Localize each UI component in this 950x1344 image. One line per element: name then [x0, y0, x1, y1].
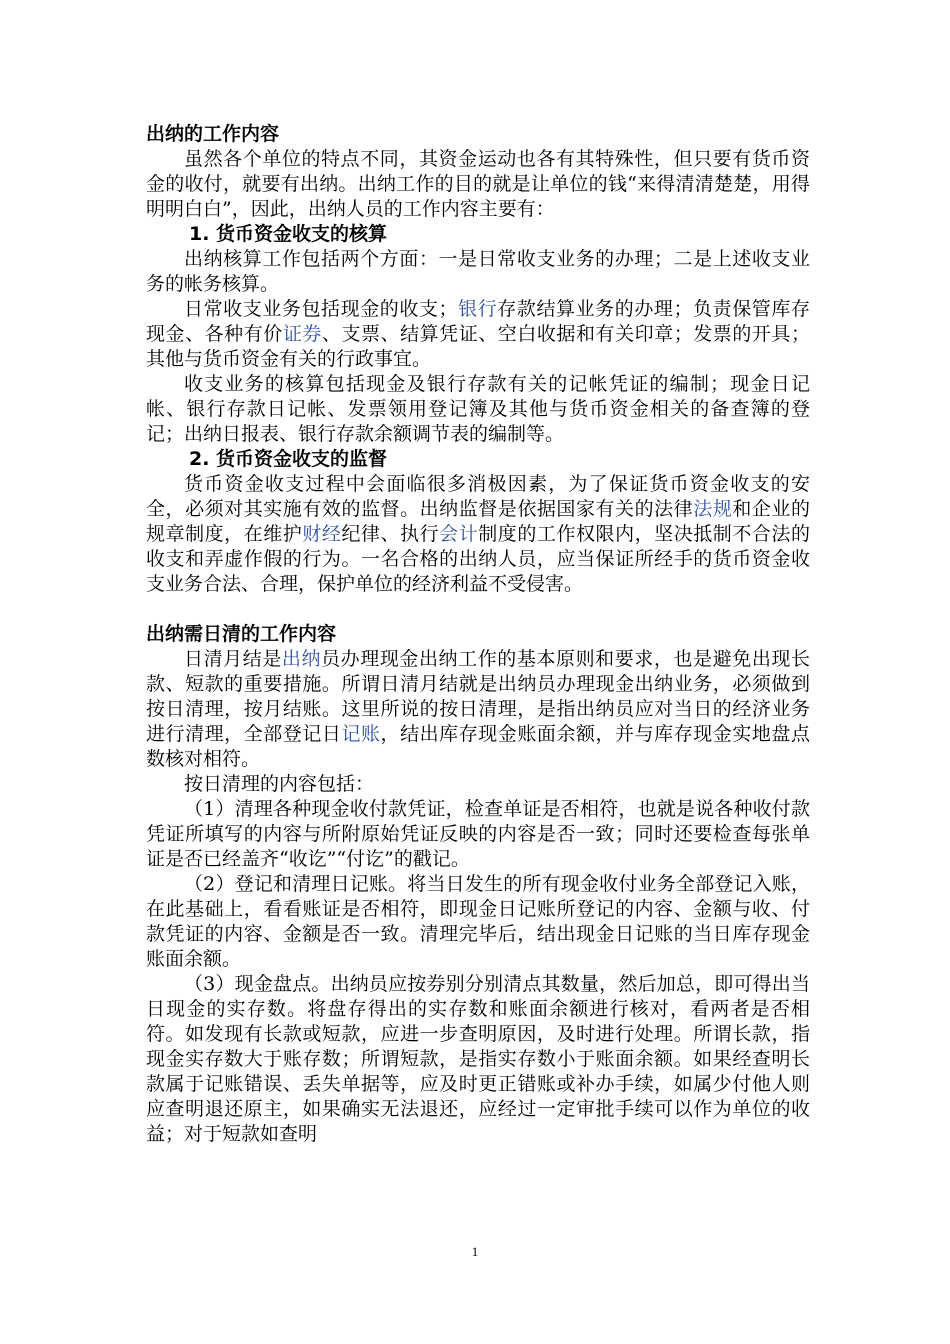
link-securities[interactable]: 证券 — [282, 323, 322, 345]
paragraph-business-accounting: 收支业务的核算包括现金及银行存款有关的记帐凭证的编制；现金日记帐、银行存款日记帐、发票领用登记簿及其他与货币资金相关的备查簿的登记；出纳日报表、银行存款余额调节表的编制等。 — [146, 373, 810, 445]
text-run: 货币资金收支过程中会面临很多消极因素，为了保证货币资金收支的安全，必须对其实施有效的监督。出纳监督是依据国家有关的法律 — [146, 473, 810, 520]
paragraph-daily-monthly — [146, 647, 810, 772]
subheading-supervision: 2. 货币资金收支的监督 — [189, 448, 388, 470]
text-run: 纪律、执行 — [341, 523, 440, 545]
paragraph-item-1: （1）清理各种现金收付款凭证，检查单证是否相符，也就是说各种收付款凭证所填写的内容与所附原始凭证反映的内容是否一致；同时还要检查每张单证是否已经盖齐“收讫”“付讫”的戳记。 — [146, 798, 810, 870]
paragraph-accounting-aspects: 出纳核算工作包括两个方面：一是日常收支业务的办理；二是上述收支业务的帐务核算。 — [146, 248, 810, 295]
subheading-accounting: 1. 货币资金收支的核算 — [189, 223, 388, 245]
link-accounting[interactable]: 会计 — [439, 523, 479, 545]
text-run: 和企业的规章制度，在维护 — [146, 498, 810, 545]
text-run: 日常收支业务包括现金的收支； — [184, 298, 458, 320]
text-run: 员办理现金出纳工作的基本原则和要求，也是避免出现长款、短款的重要措施。所谓日清月结就是出纳员办理现金出纳业务，必须做到按日清理，按月结账。这里所说的按日清理，是指出纳员应对当日的经济业务进行清理，全部登记日 — [146, 648, 810, 745]
paragraph-supervision — [146, 472, 810, 597]
section-title-daily-clearing: 出纳需日清的工作内容 — [146, 623, 337, 645]
paragraph-clearing-contents: 按日清理的内容包括： — [184, 773, 375, 795]
paragraph-item-3: （3）现金盘点。出纳员应按券别分别清点其数量，然后加总，即可得出当日现金的实存数。将盘存得出的实存数和账面余额进行核对，看两者是否相符。如发现有长款或短款，应进一步查明原因，及时进行处理。所谓长款，指现金实存数大于账存数；所谓短款，是指实存数小于账面余额。如果经查明长款属于记账错误、丢失单据等，应及时更正错账或补办手续，如属少付他人则应查明退还原主，如果确实无法退还，应经过一定审批手续可以作为单位的收益；对于短款如查明 — [146, 973, 810, 1145]
text-run: 日清月结是 — [184, 648, 282, 670]
text-run: 制度的工作权限内，坚决抵制不合法的收支和弄虚作假的行为。一名合格的出纳人员，应当保证所经手的货币资金收支业务合法、合理，保护单位的经济利益不受侵害。 — [146, 523, 810, 595]
text-run: ，结出库存现金账面余额，并与库存现金实地盘点数核对相符。 — [146, 723, 810, 770]
link-cashier[interactable]: 出纳 — [281, 648, 322, 670]
text-run: 、支票、结算凭证、空白收据和有关印章；发票的开具；其他与货币资金有关的行政事宜。 — [146, 323, 810, 370]
document-body — [146, 122, 810, 1147]
link-bookkeeping[interactable]: 记账 — [341, 723, 381, 745]
paragraph-item-2: （2）登记和清理日记账。将当日发生的所有现金收付业务全部登记入账，在此基础上，看看账证是否相符，即现金日记账所登记的内容、金额与收、付款凭证的内容、金额是否一致。清理完毕后，结出现金日记账的当日库存现金账面余额。 — [146, 873, 810, 970]
paragraph-intro: 虽然各个单位的特点不同，其资金运动也各有其特殊性，但只要有货币资金的收付，就要有出纳。出纳工作的目的就是让单位的钱“来得清清楚楚，用得明明白白”，因此，出纳人员的工作内容主要有： — [146, 148, 810, 220]
paragraph-daily-business — [146, 297, 810, 372]
text-run: 存款结算业务的办理；负责保管库存现金、各种有价 — [146, 298, 810, 345]
link-bank[interactable]: 银行 — [457, 298, 498, 320]
link-regulations[interactable]: 法规 — [693, 498, 733, 520]
link-finance[interactable]: 财经 — [302, 523, 342, 545]
page-number: 1 — [471, 1244, 479, 1259]
section-title-cashier-work: 出纳的工作内容 — [146, 123, 280, 145]
